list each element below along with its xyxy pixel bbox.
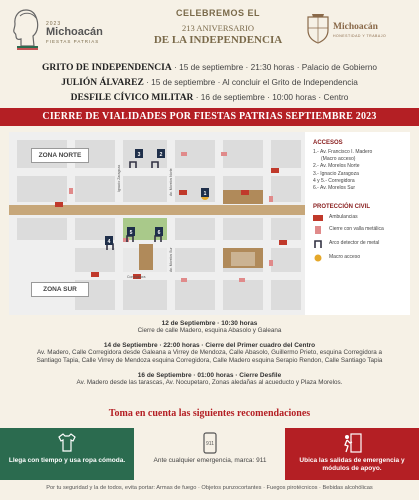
street-label-morelos-sur: Av. Morelos Sur [169, 247, 173, 272]
legend-macro: Macro acceso [313, 253, 410, 267]
recommendation-arrive-early [0, 428, 134, 480]
clothing-icon [55, 431, 79, 455]
celebremos-label: CELEBREMOS EL [175, 8, 260, 18]
svg-text:4: 4 [107, 239, 111, 245]
event-concert: JULIÓN ÁLVAREZ · 15 de septiembre · Al concluir el Grito de Independencia [61, 77, 358, 88]
closure-map-panel [9, 132, 410, 315]
svg-text:911: 911 [206, 441, 214, 447]
legend-barrier: Cierre con valla metálica [313, 225, 410, 239]
state-shield-icon [306, 14, 330, 44]
schedule-text: Av. Madero, Calle Corregidora desde Galeana a Virrey de Mendoza, Calle Abasolo, Guillermo Prieto, esquina Corregidora a [36, 349, 383, 356]
header-title-block [138, 8, 298, 46]
recommendation-text: Ante cualquier emergencia, marca: 911 [153, 457, 267, 464]
madero-avenue [9, 205, 305, 215]
access-item: 4 y 5.- Corregidora [313, 177, 355, 184]
street-label-morelos-norte: Av. Morelos Norte [169, 168, 173, 196]
schedule-heading: 16 de Septiembre · 01:00 horas · Cierre Desfile [137, 372, 282, 379]
logo-subtitle: FIESTAS PATRIAS [46, 39, 100, 44]
recommendation-text: Ubica las salidas de emergencia y módulos de apoyo. [299, 457, 405, 472]
street-map [9, 132, 305, 315]
detector-arch-icon [313, 240, 323, 248]
gov-name: Michoacán [333, 22, 378, 32]
road-closure-banner: CIERRE DE VIALIDADES POR FIESTAS PATRIAS SEPTIEMBRE 2023 [0, 108, 419, 126]
event-parade: DESFILE CÍVICO MILITAR · 16 de septiembre · 10:00 horas · Centro [70, 92, 349, 103]
gov-motto: HONESTIDAD Y TRABAJO [333, 34, 387, 38]
closure-schedule [0, 320, 419, 387]
schedule-text: Cierre de calle Madero, esquina Abasolo y Galeana [137, 327, 282, 334]
zona-sur-label: ZONA SUR [31, 282, 89, 297]
michoacan-fiestas-logo [8, 6, 128, 52]
recommendation-text: Llega con tiempo y usa ropa cómoda. [8, 457, 126, 464]
map-legend [307, 132, 410, 315]
header [0, 0, 419, 58]
access-item: 1.- Av. Francisco I. Madero [313, 149, 373, 155]
schedule-heading: 12 de Septiembre · 10:30 horas [161, 320, 258, 327]
phone-icon [198, 431, 222, 455]
emergency-exit-icon [340, 431, 364, 455]
recommendation-emergency-911 [143, 428, 277, 480]
svg-text:5: 5 [129, 230, 133, 236]
access-item: 3.- Ignacio Zaragoza [313, 170, 359, 177]
accesos-title: ACCESOS [313, 140, 343, 146]
footer-warning: Por tu seguridad y la de todos, evita portar: Armas de fuego · Objetos punzocortantes · Fuegos pirotécnicos · Bebidas alcohólicas [46, 485, 373, 491]
anniversary-label: 213 ANIVERSARIO [181, 23, 255, 33]
logo-year: 2023 [46, 21, 62, 27]
face-profile-icon [8, 6, 42, 50]
barrier-icon [313, 226, 323, 234]
legend-ambulance: Ambulancias [313, 213, 410, 225]
schedule-heading: 14 de Septiembre · 22:00 horas · Cierre del Primer cuadro del Centro [103, 342, 316, 349]
street-label-zaragoza: Ignacio Zaragoza [117, 164, 121, 192]
street-label-corregidora: Corregidora [127, 275, 146, 279]
access-item: 2.- Av. Morelos Norte [313, 163, 360, 170]
event-grito: GRITO DE INDEPENDENCIA · 15 de septiembre · 21:30 horas · Palacio de Gobierno [42, 62, 377, 73]
svg-text:2: 2 [159, 152, 163, 158]
macro-access-icon [313, 254, 323, 262]
proteccion-civil-title: PROTECCIÓN CIVIL [313, 204, 371, 211]
ambulance-icon [313, 214, 323, 222]
schedule-text: Santiago Tapia, Calle Virrey de Mendoza esquina Corregidora, Calle Madero esquina Serapio Rendon, Calle Santiago Tapia [36, 357, 383, 364]
svg-text:6: 6 [157, 230, 161, 236]
legend-detector: Arco detector de metal [313, 239, 410, 253]
svg-text:1: 1 [203, 191, 207, 197]
logo-name: Michoacán [46, 26, 103, 38]
event-list [0, 60, 419, 105]
recommendations-title: Toma en cuenta las siguientes recomendaciones [108, 408, 311, 419]
zona-norte-label: ZONA NORTE [31, 148, 89, 163]
access-item: (Macro acceso) [321, 156, 356, 163]
svg-text:3: 3 [137, 152, 141, 158]
schedule-text: Av. Madero desde las tarascas, Av. Nocupetaro, Zonas aledañas al acueducto y Plaza Morelos. [76, 379, 343, 386]
independence-label: DE LA INDEPENDENCIA [153, 34, 283, 46]
access-item: 6.- Av. Morelos Sur [313, 185, 356, 192]
recommendation-exits [285, 428, 419, 480]
